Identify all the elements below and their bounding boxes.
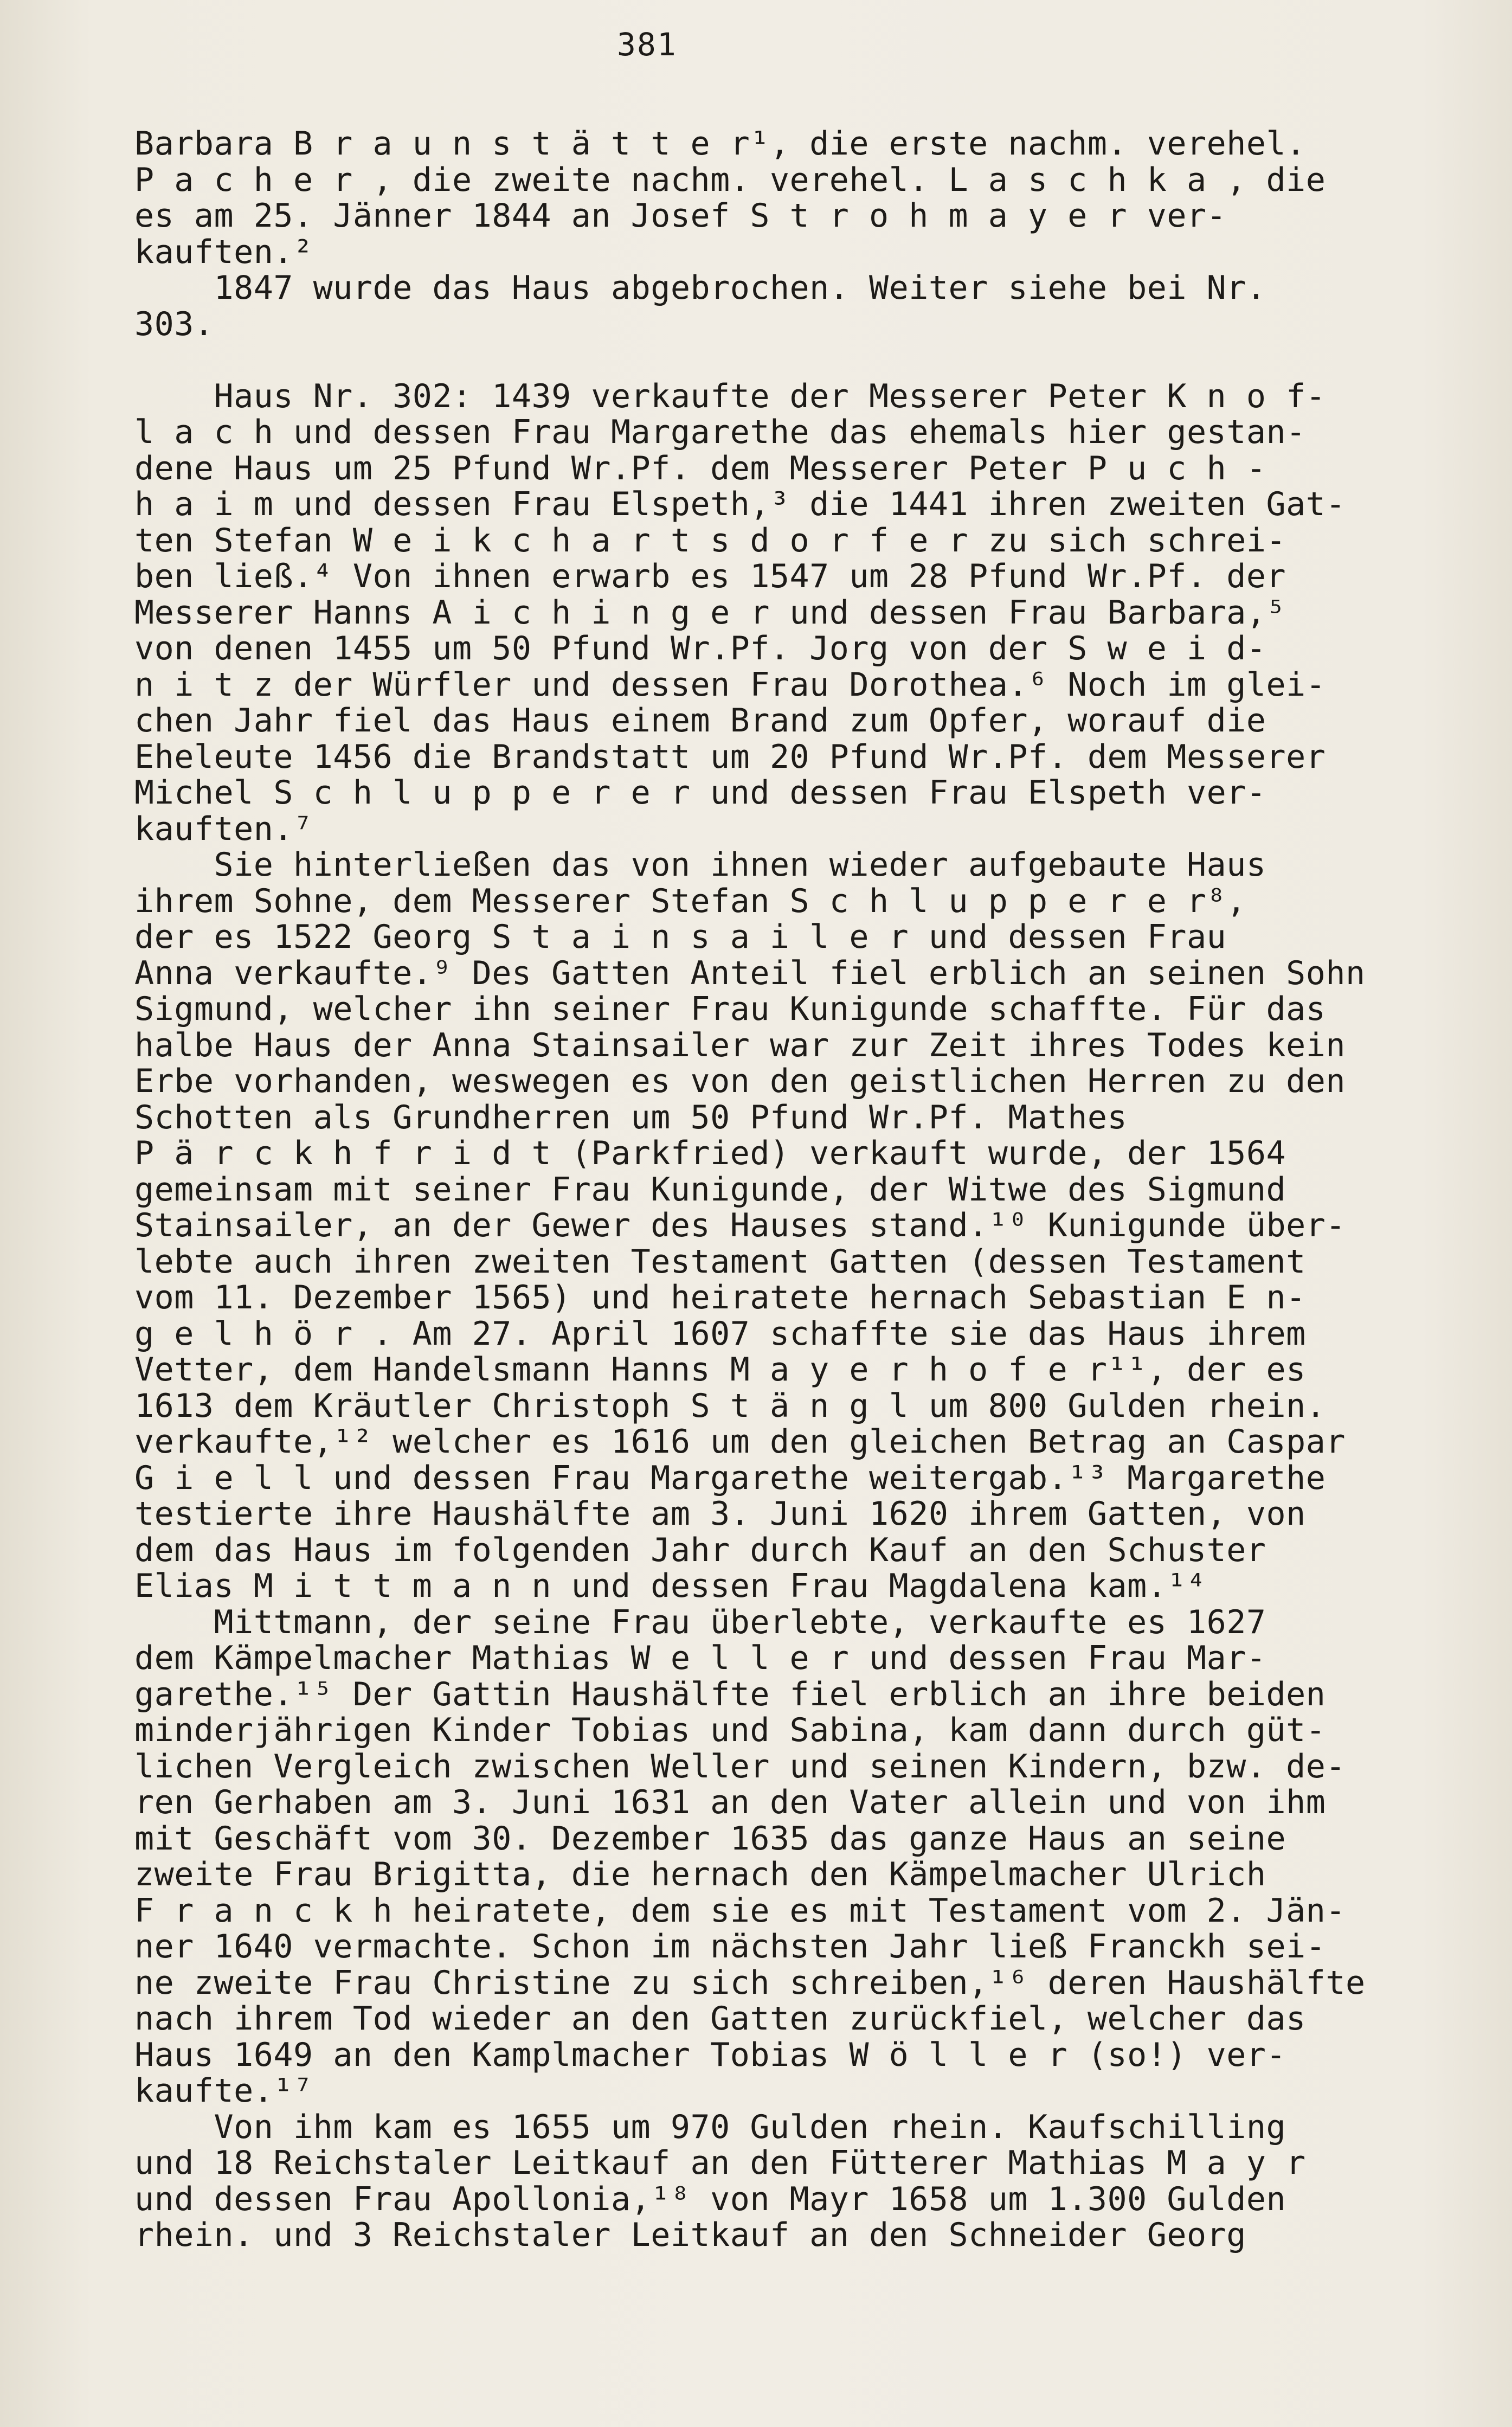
text-line: rhein. und 3 Reichstaler Leitkauf an den Schneider Georg [134,2216,1246,2254]
text-line: Stainsailer, an der Gewer des Hauses stand.¹⁰ Kunigunde über- [134,1206,1346,1244]
text-line: lichen Vergleich zwischen Weller und seinen Kindern, bzw. de- [134,1748,1346,1786]
text-line: ren Gerhaben am 3. Juni 1631 an den Vater allein und von ihm [134,1783,1326,1821]
text-line: minderjährigen Kinder Tobias und Sabina, kam dann durch güt- [134,1711,1326,1749]
text-line: von denen 1455 um 50 Pfund Wr.Pf. Jorg von der S w e i d- [134,630,1266,667]
text-line: halbe Haus der Anna Stainsailer war zur Zeit ihres Todes kein [134,1026,1346,1064]
text-line: 303. [134,305,214,343]
text-line: zweite Frau Brigitta, die hernach den Kämpelmacher Ulrich [134,1855,1266,1893]
text-line: dem das Haus im folgenden Jahr durch Kauf an den Schuster [134,1531,1266,1569]
text-line: Mittmann, der seine Frau überlebte, verkaufte es 1627 [134,1603,1266,1641]
text-line: 1847 wurde das Haus abgebrochen. Weiter siehe bei Nr. [134,269,1266,307]
text-line: Barbara B r a u n s t ä t t e r¹, die erste nachm. verehel. [134,125,1306,163]
text-line: Anna verkaufte.⁹ Des Gatten Anteil fiel erblich an seinen Sohn [134,954,1366,992]
text-line: mit Geschäft vom 30. Dezember 1635 das ganze Haus an seine [134,1820,1286,1858]
text-line: der es 1522 Georg S t a i n s a i l e r und dessen Frau [134,918,1227,956]
text-line: P ä r c k h f r i d t (Parkfried) verkauft wurde, der 1564 [134,1134,1286,1172]
text-line: P a c h e r , die zweite nachm. verehel. L a s c h k a , die [134,161,1326,199]
text-line: h a i m und dessen Frau Elspeth,³ die 1441 ihren zweiten Gat- [134,485,1346,523]
text-line: Michel S c h l u p p e r e r und dessen Frau Elspeth ver- [134,774,1266,812]
text-line: kauften.² [134,233,313,271]
text-line: dem Kämpelmacher Mathias W e l l e r und dessen Frau Mar- [134,1639,1266,1677]
text-line: Sigmund, welcher ihn seiner Frau Kunigunde schaffte. Für das [134,990,1326,1028]
text-line: Haus 1649 an den Kamplmacher Tobias W ö l l e r (so!) ver- [134,2036,1286,2074]
text-line: 1613 dem Kräutler Christoph S t ä n g l um 800 Gulden rhein. [134,1387,1326,1425]
text-line: Sie hinterließen das von ihnen wieder aufgebaute Haus [134,846,1266,884]
text-line: und 18 Reichstaler Leitkauf an den Fütterer Mathias M a y r [134,2144,1306,2182]
text-line: ten Stefan W e i k c h a r t s d o r f e r zu sich schrei- [134,522,1286,560]
text-line: Von ihm kam es 1655 um 970 Gulden rhein. Kaufschilling [134,2108,1286,2146]
text-line: l a c h und dessen Frau Margarethe das ehemals hier gestan- [134,413,1306,451]
text-line: Schotten als Grundherren um 50 Pfund Wr.Pf. Mathes [134,1099,1128,1137]
text-line: vom 11. Dezember 1565) und heiratete hernach Sebastian E n- [134,1279,1306,1317]
text-line: Erbe vorhanden, weswegen es von den geistlichen Herren zu den [134,1062,1346,1100]
text-line: ne zweite Frau Christine zu sich schreiben,¹⁶ deren Haushälfte [134,1964,1366,2002]
text-line: ner 1640 vermachte. Schon im nächsten Jahr ließ Franckh sei- [134,1928,1326,1966]
page-number: 381 [617,26,677,63]
text-line: ihrem Sohne, dem Messerer Stefan S c h l u p p e r e r⁸, [134,882,1246,920]
text-line: F r a n c k h heiratete, dem sie es mit Testament vom 2. Jän- [134,1892,1346,1930]
text-line: n i t z der Würfler und dessen Frau Dorothea.⁶ Noch im glei- [134,666,1326,704]
text-line: nach ihrem Tod wieder an den Gatten zurückfiel, welcher das [134,2000,1306,2038]
text-line: garethe.¹⁵ Der Gattin Haushälfte fiel erblich an ihre beiden [134,1675,1326,1713]
text-line: Vetter, dem Handelsmann Hanns M a y e r h o f e r¹¹, der es [134,1351,1306,1389]
text-line: ben ließ.⁴ Von ihnen erwarb es 1547 um 28 Pfund Wr.Pf. der [134,557,1286,595]
text-line: g e l h ö r . Am 27. April 1607 schaffte sie das Haus ihrem [134,1315,1306,1353]
text-line: testierte ihre Haushälfte am 3. Juni 1620 ihrem Gatten, von [134,1495,1306,1533]
text-line: kaufte.¹⁷ [134,2072,313,2110]
text-line: kauften.⁷ [134,810,313,848]
text-line: und dessen Frau Apollonia,¹⁸ von Mayr 1658 um 1.300 Gulden [134,2180,1286,2218]
text-line: verkaufte,¹² welcher es 1616 um den gleichen Betrag an Caspar [134,1423,1346,1461]
text-line: chen Jahr fiel das Haus einem Brand zum Opfer, worauf die [134,702,1266,740]
text-line: es am 25. Jänner 1844 an Josef S t r o h m a y e r ver- [134,197,1227,235]
text-line: lebte auch ihren zweiten Testament Gatten (dessen Testament [134,1243,1306,1281]
text-line: Eheleute 1456 die Brandstatt um 20 Pfund Wr.Pf. dem Messerer [134,738,1326,776]
text-line: Haus Nr. 302: 1439 verkaufte der Messerer Peter K n o f- [134,377,1326,415]
text-line: G i e l l und dessen Frau Margarethe weitergab.¹³ Margarethe [134,1459,1326,1497]
text-line: Messerer Hanns A i c h i n g e r und dessen Frau Barbara,⁵ [134,594,1286,632]
text-line: dene Haus um 25 Pfund Wr.Pf. dem Messerer Peter P u c h - [134,450,1266,487]
text-line: gemeinsam mit seiner Frau Kunigunde, der Witwe des Sigmund [134,1171,1286,1209]
text-line: Elias M i t t m a n n und dessen Frau Magdalena kam.¹⁴ [134,1567,1207,1605]
